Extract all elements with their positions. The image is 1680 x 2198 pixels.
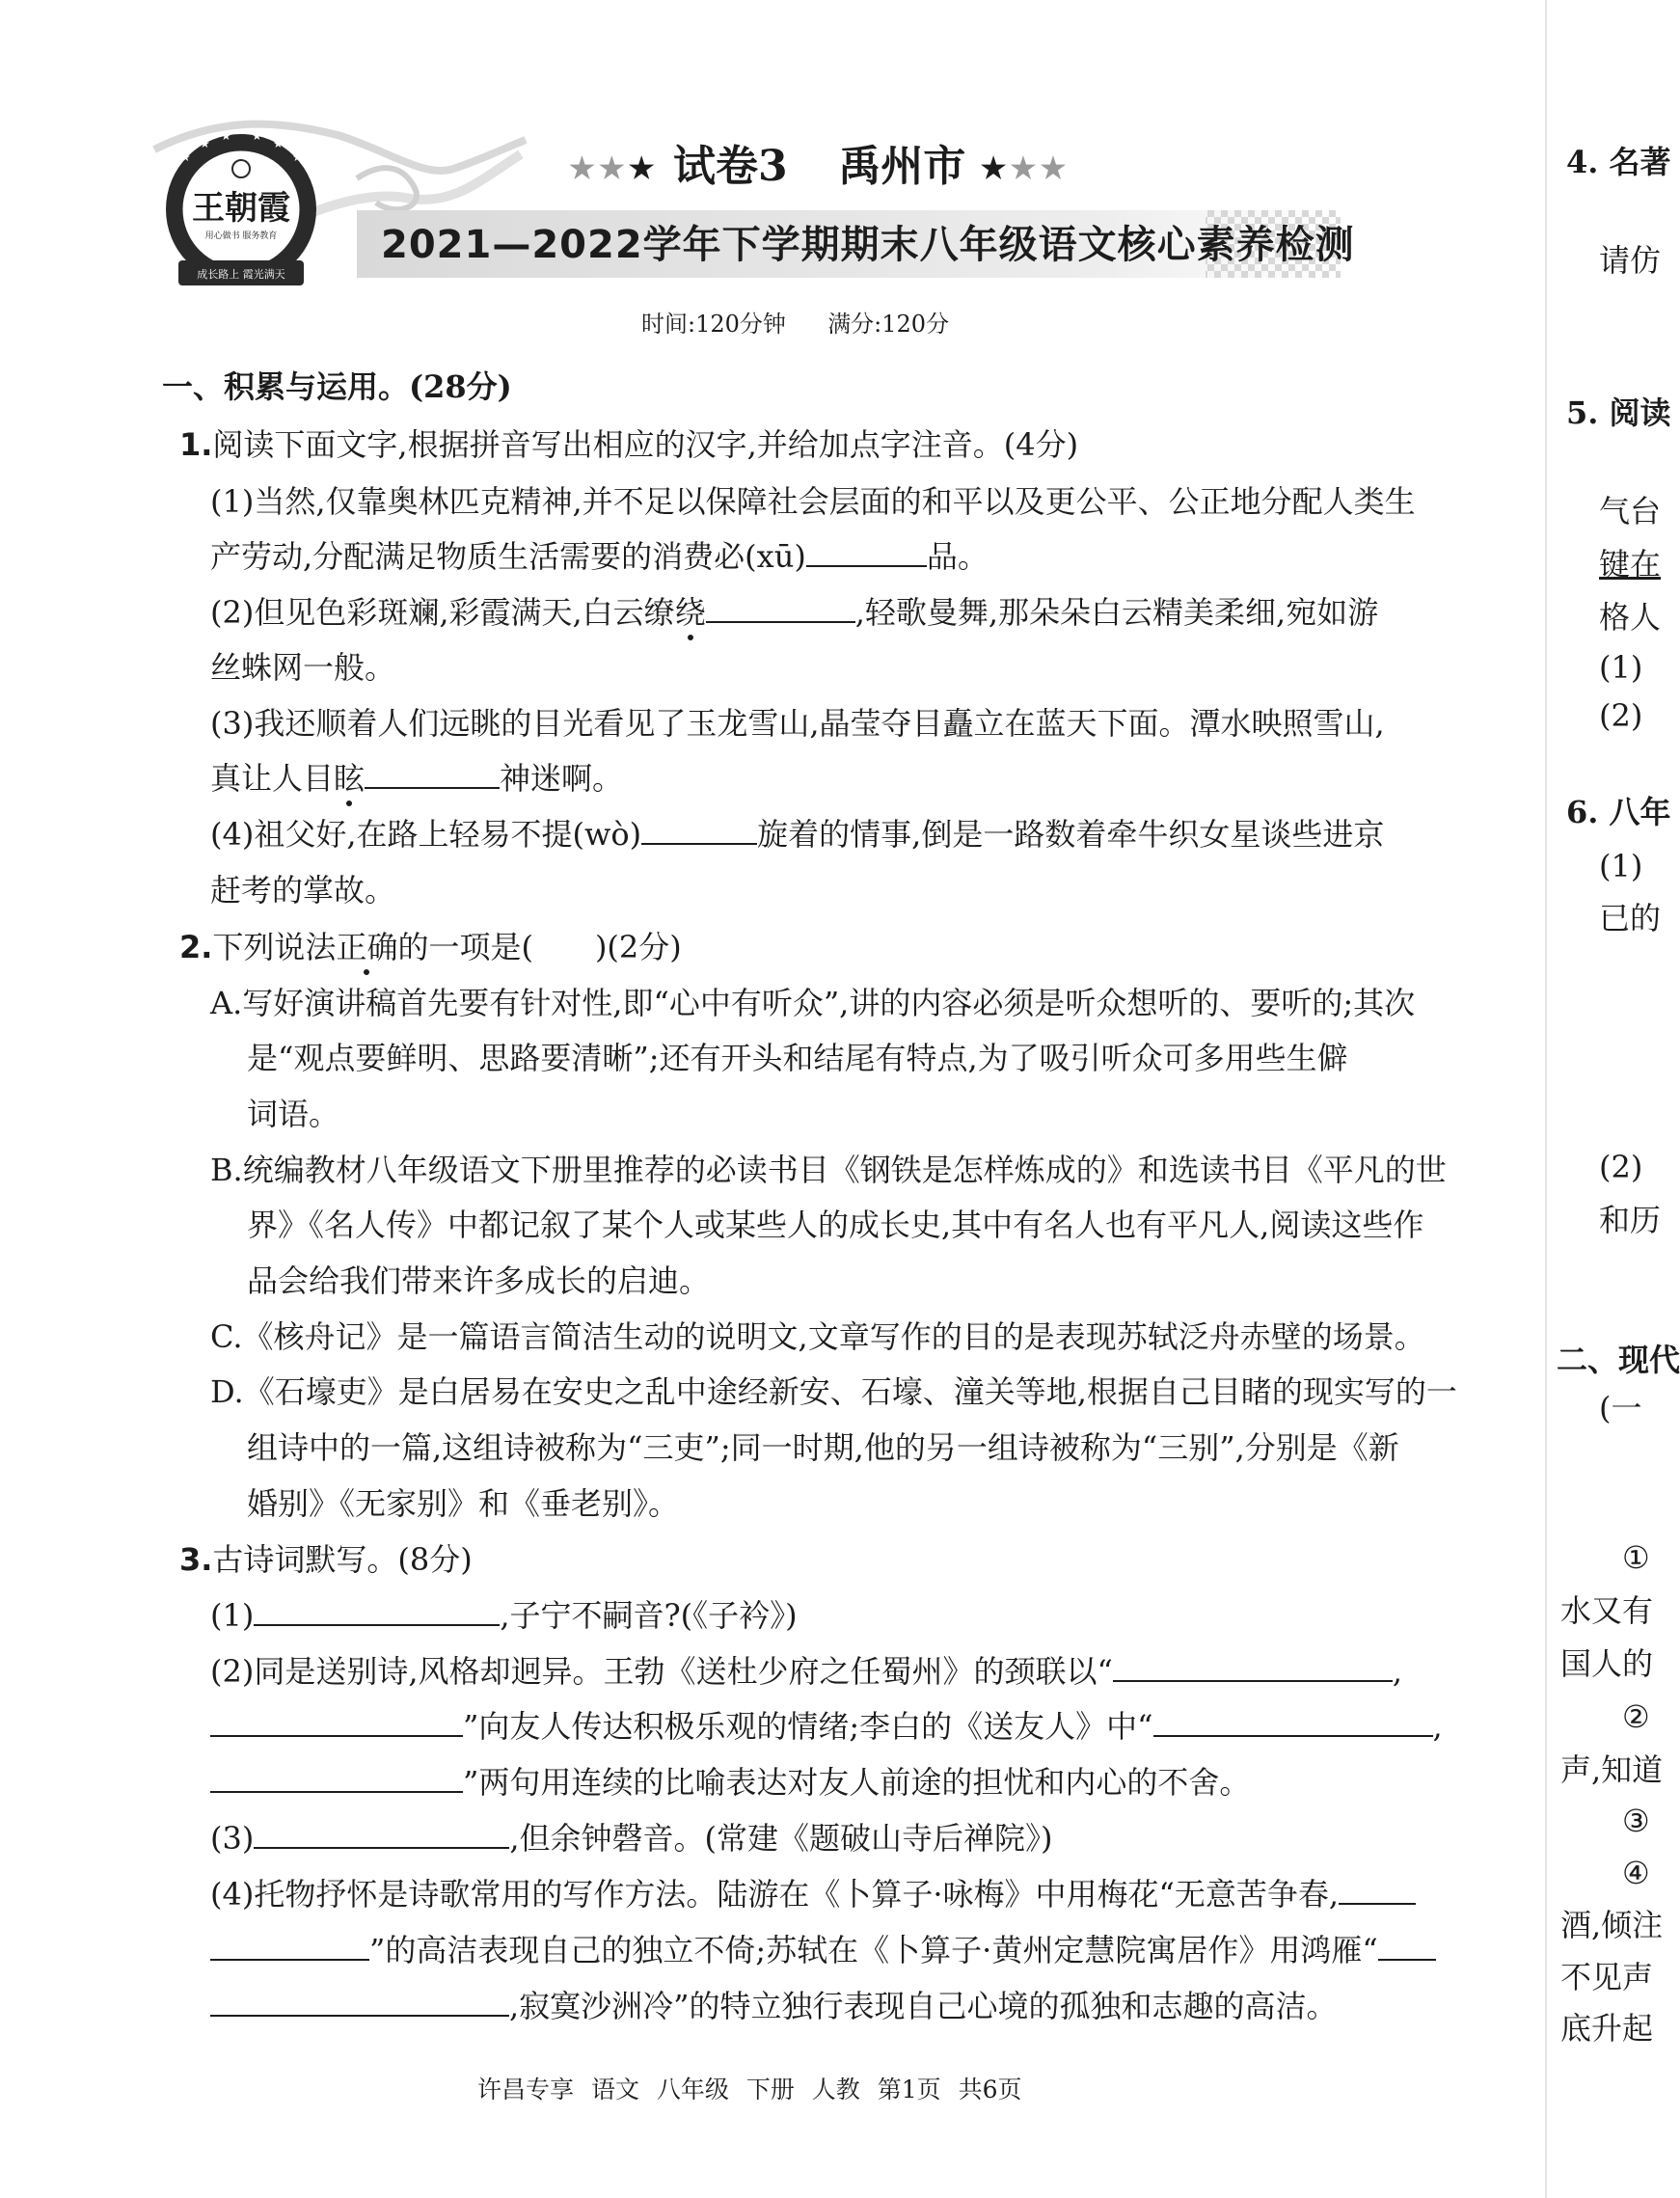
next-text: 酒,倾注 [1560,1907,1664,1943]
next-text: ③ [1622,1803,1650,1839]
time-limit: 时间:120分钟 [641,311,786,338]
text-segment: ,寂寞沙洲冷”的特立独行表现自己心境的孤独和志趣的高洁。 [509,1988,1338,2024]
exam-number: 试卷3 [673,142,788,191]
text-segment: 旋着的情事,倒是一路数着牵牛织女星谈些进京 [757,816,1385,853]
next-text: (一 [1599,1390,1642,1426]
answer-blank[interactable] [210,1988,509,2017]
next-text: 底升起 [1560,2010,1654,2047]
next-text: (1) [1599,848,1643,884]
q1-item3-line2 [210,759,623,798]
next-q4: 4. 名著 [1566,144,1671,180]
full-score: 满分:120分 [827,311,950,338]
underlined-text: 键在 [1599,546,1662,583]
answer-blank[interactable] [806,538,927,567]
svg-text:★: ★ [221,129,231,143]
next-text: 国人的 [1560,1645,1654,1682]
next-text [1599,545,1661,583]
q3-line1 [210,1596,798,1635]
question-1-stem [179,425,1078,464]
choice-d-line2: 组诗中的一篇,这组诗被称为“三吏”;同一时期,他的另一组诗被称为“三别”,分别是《新 [247,1429,1399,1466]
next-text: 请仿 [1599,242,1662,279]
text-segment: (2)同是送别诗,风格却迥异。王勃《送杜少府之任蜀州》的颈联以“ [210,1653,1113,1690]
text-segment: , [1392,1653,1403,1690]
answer-blank[interactable] [1153,1708,1433,1737]
next-text: 不见声 [1560,1959,1654,1995]
text-segment: ”两句用连续的比喻表达对友人前途的担忧和内心的不舍。 [463,1764,1251,1801]
q1-item2-line2: 丝蛛网一般。 [210,649,396,686]
question-text: 古诗词默写。(8分) [212,1541,473,1578]
question-3-stem [179,1540,473,1579]
section-heading: 一、积累与运用。(28分) [162,368,512,405]
text-segment: (4)祖父好,在路上轻易不提(wò) [210,816,642,853]
logo-motto-text: 用心做书 服务教育 [204,231,278,241]
answer-blank[interactable] [365,760,500,789]
answer-blank[interactable] [1378,1932,1436,1961]
logo-name-text: 王朝霞 [192,189,290,228]
choice-a-line2: 是“观点要鲜明、思路要清晰”;还有开头和结尾有特点,为了吸引听众可多用些生僻 [247,1040,1348,1076]
q3-line8 [210,1987,1338,2025]
choice-b-line3: 品会给我们带来许多成长的启迪。 [247,1262,711,1299]
next-text: ① [1622,1539,1650,1576]
choice-d-line3: 婚别》《无家别》和《垂老别》。 [247,1485,680,1522]
text-segment: 神迷啊。 [500,760,624,797]
question-text: 阅读下面文字,根据拼音写出相应的汉字,并给加点字注音。(4分) [212,426,1079,463]
text-segment: 真让人目 [210,760,335,797]
text-segment: ,轻歌曼舞,那朵朵白云精美柔细,宛如游 [854,594,1379,631]
exam-city: 禹州市 [838,142,966,191]
dotted-character: 绕 [674,594,706,631]
choice-b-line1[interactable]: B.统编教材八年级语文下册里推荐的必读书目《钢铁是怎样炼成的》和选读书目《平凡的世 [210,1152,1447,1188]
publisher-logo [159,130,323,294]
logo-banner-text: 成长路上 霞光满天 [197,268,285,281]
choice-d-line1[interactable]: D.《石壕吏》是白居易在安史之乱中途经新安、石壕、潼关等地,根据自己目睹的现实写的一 [210,1373,1457,1410]
next-q5: 5. 阅读 [1566,394,1671,431]
svg-text:★: ★ [180,150,191,164]
next-text: ② [1622,1698,1650,1735]
text-segment: (3) [210,1820,255,1857]
answer-blank[interactable] [254,1597,500,1626]
q1-item1-line2 [210,537,989,576]
answer-blank[interactable] [1339,1876,1416,1905]
q1-item1-line1: (1)当然,仅靠奥林匹克精神,并不足以保障社会层面的和平以及更公平、公正地分配人类生 [210,483,1416,520]
exam-time-info [641,309,949,339]
svg-text:★: ★ [200,137,210,150]
q3-line6 [210,1875,1416,1913]
text-segment: (1) [210,1597,255,1634]
next-text: 格人 [1599,599,1662,636]
svg-text:★: ★ [252,129,262,143]
q1-item4-line2: 赶考的掌故。 [210,872,396,909]
answer-blank[interactable] [210,1708,463,1737]
q1-item3-line1: (3)我还顺着人们远眺的目光看见了玉龙雪山,晶莹夺目矗立在蓝天下面。潭水映照雪山, [210,705,1385,742]
exam-title [569,140,1070,197]
q3-line3 [210,1707,1443,1746]
text-segment: 产劳动,分配满足物质生活需要的消费必(xū) [210,538,806,575]
text-segment: , [1432,1708,1443,1745]
text-segment: ,子宁不嗣音?(《子衿》) [500,1597,798,1634]
next-text: (1) [1599,649,1643,686]
question-2-stem [179,928,682,966]
text-segment: ”向友人传达积极乐观的情绪;李白的《送友人》中“ [463,1708,1153,1745]
next-text: 和历 [1599,1202,1662,1238]
exam-subtitle: 2021—2022学年下学期期末八年级语文核心素养检测 [381,223,1355,267]
text-segment: ,但余钟磬音。(常建《题破山寺后禅院》) [509,1820,1053,1857]
next-text: 已的 [1599,900,1662,936]
next-text: ④ [1622,1855,1650,1891]
title-stars-right: ★★★ [980,151,1070,186]
next-text: (2) [1599,697,1643,734]
svg-text:★: ★ [273,137,284,150]
q3-line2 [210,1652,1402,1691]
next-text: (2) [1599,1149,1643,1185]
question-number: 1. [179,426,213,463]
answer-blank[interactable] [254,1820,509,1849]
dotted-word: 正确 [336,929,398,965]
text-segment: ”的高洁表现自己的独立不倚;苏轼在《卜算子·黄州定慧院寓居作》用鸿雁“ [369,1932,1378,1968]
dotted-character: 眩 [334,760,366,797]
answer-blank[interactable] [641,816,757,845]
next-section-heading: 二、现代 [1557,1342,1680,1378]
q1-item4-line1 [210,815,1384,854]
text-segment: 的一项是( )(2分) [397,929,682,965]
choice-c-line1[interactable]: C.《核舟记》是一篇语言简洁生动的说明文,文章写作的目的是表现苏轼泛舟赤壁的场景。 [210,1318,1425,1355]
text-segment: 下列说法 [212,929,337,965]
next-q6: 6. 八年 [1566,794,1671,830]
page-gutter [1545,0,1547,2198]
q3-line7 [210,1931,1436,1969]
choice-a-line1[interactable]: A.写好演讲稿首先要有针对性,即“心中有听众”,讲的内容必须是听众想听的、要听的;其次 [210,985,1416,1021]
q1-item2-line1 [210,593,1378,632]
choice-b-line2: 界》《名人传》中都记叙了某个人或某些人的成长史,其中有名人也有平凡人,阅读这些作 [247,1207,1424,1243]
answer-blank[interactable] [210,1932,369,1961]
page-footer: 许昌专享 语文 八年级 下册 人教 第1页 共6页 [477,2076,1022,2103]
next-text: 气台 [1599,493,1662,529]
text-segment: 品。 [926,538,989,575]
question-number: 3. [179,1541,213,1578]
text-segment: (2)但见色彩斑斓,彩霞满天,白云缭 [210,594,675,631]
next-text: 声,知道 [1560,1751,1664,1788]
answer-blank[interactable] [210,1764,463,1793]
title-stars-left: ★★★ [569,151,659,186]
next-page-fragment [1553,0,1680,2198]
svg-text:★: ★ [292,150,303,164]
next-text: 水又有 [1560,1592,1654,1629]
answer-blank[interactable] [706,594,855,623]
text-segment: (4)托物抒怀是诗歌常用的写作方法。陆游在《卜算子·咏梅》中用梅花“无意苦争春, [210,1876,1340,1913]
answer-blank[interactable] [1113,1653,1393,1682]
q3-line5 [210,1819,1052,1858]
question-number: 2. [179,929,213,965]
q3-line4 [210,1763,1250,1802]
choice-a-line3: 词语。 [247,1096,340,1132]
